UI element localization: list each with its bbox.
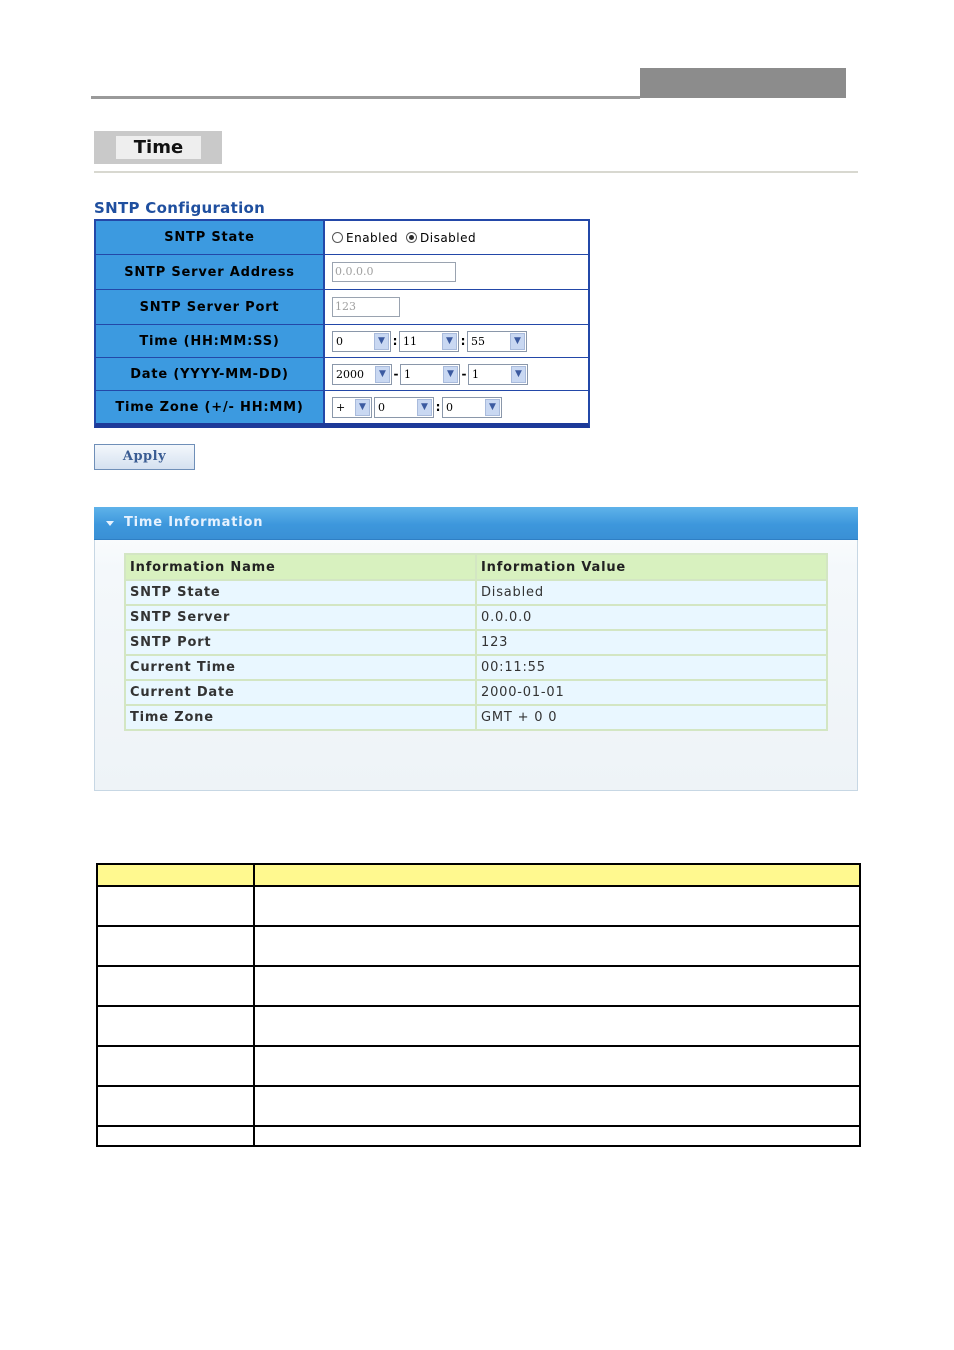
sntp-server-address-cell <box>327 255 588 289</box>
sntp-state-label: SNTP State <box>96 221 325 254</box>
chevron-down-icon[interactable]: ▼ <box>375 366 390 383</box>
row-date <box>96 358 588 391</box>
caret-down-icon[interactable] <box>106 521 114 526</box>
title-divider <box>94 171 858 173</box>
info-value: 0.0.0.0 <box>476 605 827 630</box>
chevron-down-icon[interactable]: ▼ <box>511 366 526 383</box>
table-row <box>125 580 827 605</box>
info-name: Current Time <box>125 655 476 680</box>
time-hour-value: 0 <box>336 334 343 348</box>
timezone-minute-value: 0 <box>446 400 453 414</box>
table-row <box>125 655 827 680</box>
timezone-sign-value: + <box>336 400 346 414</box>
info-name: Current Date <box>125 680 476 705</box>
timezone-minute-select[interactable] <box>442 397 502 418</box>
description-cell <box>254 1126 860 1146</box>
timezone-cell <box>327 391 588 423</box>
chevron-down-icon[interactable]: ▼ <box>510 333 525 350</box>
page-title: Time <box>116 136 201 159</box>
date-year-value: 2000 <box>336 367 364 381</box>
date-separator: - <box>461 367 467 381</box>
description-cell <box>254 1086 860 1126</box>
description-header-row <box>97 864 860 886</box>
date-separator: - <box>393 367 399 381</box>
info-name: SNTP State <box>125 580 476 605</box>
description-row <box>97 1006 860 1046</box>
info-name: Time Zone <box>125 705 476 730</box>
time-hour-select[interactable] <box>332 331 391 352</box>
row-timezone <box>96 391 588 423</box>
chevron-down-icon[interactable]: ▼ <box>443 366 458 383</box>
enabled-radio-label[interactable]: Enabled <box>346 230 398 245</box>
sntp-server-address-input[interactable]: 0.0.0.0 <box>332 262 456 282</box>
description-row <box>97 926 860 966</box>
description-cell <box>254 1046 860 1086</box>
apply-button[interactable]: Apply <box>94 444 195 470</box>
description-row <box>97 966 860 1006</box>
time-cell <box>327 325 588 357</box>
description-cell <box>254 1006 860 1046</box>
description-header-cell <box>97 864 254 886</box>
info-value: GMT + 0 0 <box>476 705 827 730</box>
time-minute-select[interactable] <box>399 331 459 352</box>
table-row <box>125 705 827 730</box>
description-cell <box>97 926 254 966</box>
sntp-server-port-input[interactable]: 123 <box>332 297 400 317</box>
sntp-config-heading: SNTP Configuration <box>94 199 266 217</box>
table-row <box>125 630 827 655</box>
description-cell <box>97 1006 254 1046</box>
description-cell <box>97 1086 254 1126</box>
timezone-sign-select[interactable] <box>332 397 372 418</box>
header-information-value: Information Value <box>476 554 827 580</box>
header-information-name: Information Name <box>125 554 476 580</box>
info-value: 123 <box>476 630 827 655</box>
date-cell <box>327 358 588 390</box>
time-second-value: 55 <box>471 334 485 348</box>
table-row <box>125 680 827 705</box>
disabled-radio-label[interactable]: Disabled <box>420 230 477 245</box>
chevron-down-icon[interactable]: ▼ <box>442 333 457 350</box>
timezone-label: Time Zone (+/- HH:MM) <box>96 391 325 423</box>
header-rule <box>91 96 640 99</box>
time-label: Time (HH:MM:SS) <box>96 325 325 357</box>
chevron-down-icon[interactable]: ▼ <box>355 399 370 416</box>
time-information-title[interactable]: Time Information <box>124 515 264 530</box>
enabled-radio[interactable] <box>332 232 343 243</box>
description-cell <box>97 1126 254 1146</box>
time-information-table <box>124 553 828 731</box>
description-cell <box>97 1046 254 1086</box>
description-cell <box>254 966 860 1006</box>
time-separator: : <box>460 334 466 348</box>
disabled-radio[interactable] <box>406 232 417 243</box>
description-row <box>97 1086 860 1126</box>
description-cell <box>97 966 254 1006</box>
table-header-row <box>125 554 827 580</box>
description-row <box>97 1126 860 1146</box>
sntp-config-table <box>94 219 590 428</box>
info-name: SNTP Server <box>125 605 476 630</box>
chevron-down-icon[interactable]: ▼ <box>417 399 432 416</box>
description-table <box>96 863 861 1147</box>
timezone-hour-select[interactable] <box>374 397 434 418</box>
description-cell <box>254 886 860 926</box>
chevron-down-icon[interactable]: ▼ <box>374 333 389 350</box>
date-day-select[interactable] <box>468 364 528 385</box>
row-sntp-server-port <box>96 290 588 325</box>
sntp-server-port-cell <box>327 290 588 324</box>
date-month-value: 1 <box>404 367 411 381</box>
date-day-value: 1 <box>472 367 479 381</box>
info-value: Disabled <box>476 580 827 605</box>
timezone-hour-value: 0 <box>378 400 385 414</box>
description-row <box>97 886 860 926</box>
description-cell <box>254 926 860 966</box>
chevron-down-icon[interactable]: ▼ <box>485 399 500 416</box>
info-name: SNTP Port <box>125 630 476 655</box>
info-value: 2000-01-01 <box>476 680 827 705</box>
date-year-select[interactable] <box>332 364 392 385</box>
header-block <box>640 68 846 98</box>
sntp-server-address-label: SNTP Server Address <box>96 255 325 289</box>
info-value: 00:11:55 <box>476 655 827 680</box>
time-minute-value: 11 <box>403 334 417 348</box>
row-time <box>96 325 588 358</box>
date-label: Date (YYYY-MM-DD) <box>96 358 325 390</box>
description-row <box>97 1046 860 1086</box>
sntp-server-port-label: SNTP Server Port <box>96 290 325 324</box>
time-second-select[interactable] <box>467 331 527 352</box>
sntp-state-value <box>327 221 588 254</box>
description-cell <box>97 886 254 926</box>
date-month-select[interactable] <box>400 364 460 385</box>
time-separator: : <box>392 334 398 348</box>
row-sntp-state <box>96 221 588 255</box>
description-header-cell <box>254 864 860 886</box>
table-row <box>125 605 827 630</box>
row-sntp-server-address <box>96 255 588 290</box>
timezone-separator: : <box>435 400 441 414</box>
